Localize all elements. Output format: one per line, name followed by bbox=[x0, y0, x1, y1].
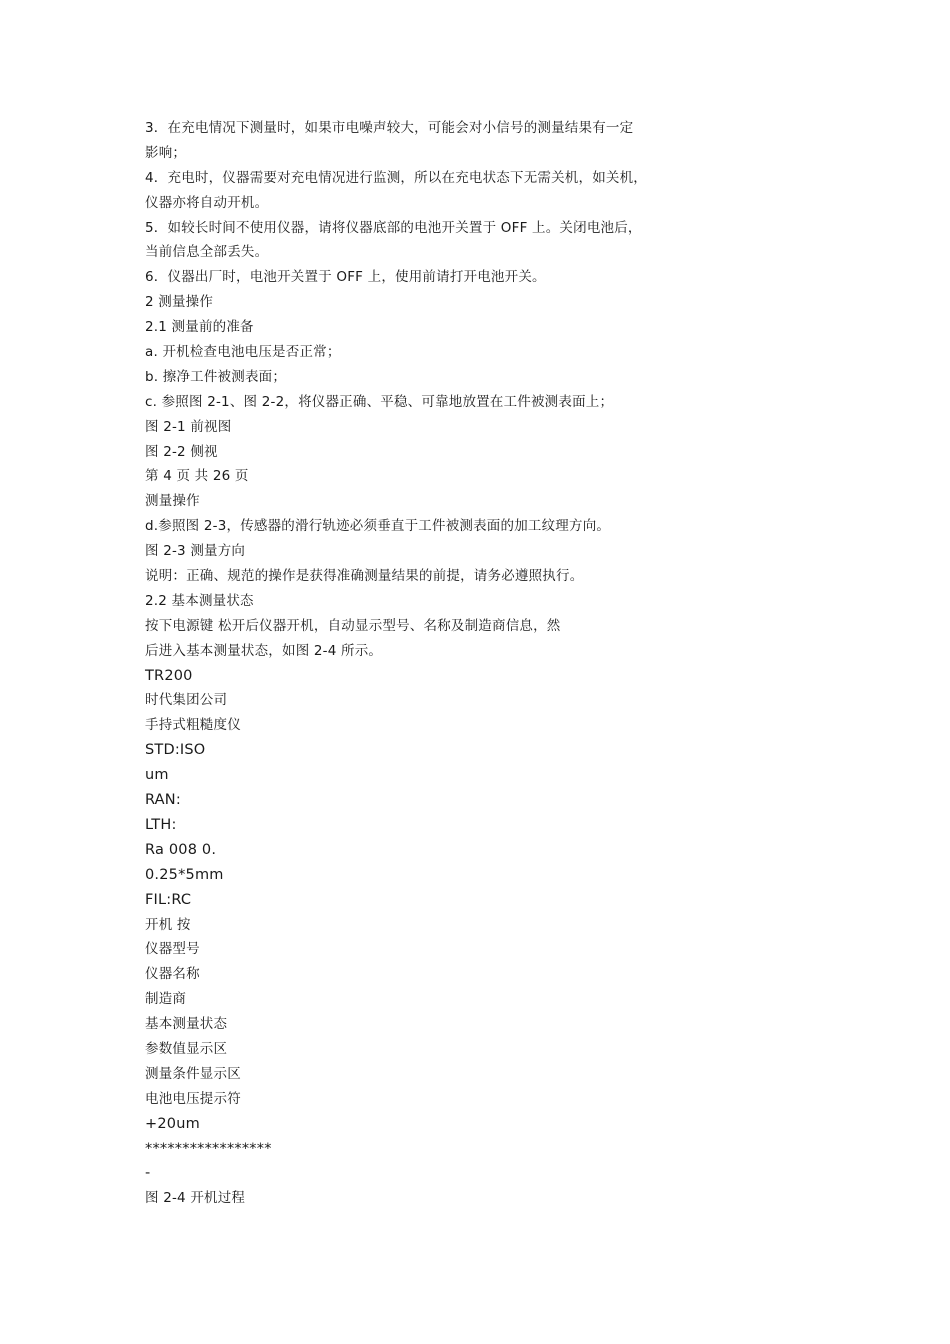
text-line: 5．如较长时间不使用仪器，请将仪器底部的电池开关置于 OFF 上。关闭电池后， bbox=[145, 219, 642, 236]
text-line: 仪器亦将自动开机。 bbox=[145, 194, 269, 211]
text-line: 2.2 基本测量状态 bbox=[145, 592, 254, 609]
text-line: - bbox=[145, 1165, 151, 1182]
text-line: 后进入基本测量状态，如图 2-4 所示。 bbox=[145, 642, 383, 659]
text-line: 按下电源键 松开后仪器开机，自动显示型号、名称及制造商信息，然 bbox=[145, 617, 561, 634]
text-line: 制造商 bbox=[145, 991, 187, 1008]
text-line: 影响； bbox=[145, 144, 187, 161]
text-line: 开机 按 bbox=[145, 916, 191, 933]
text-line: 图 2-2 侧视 bbox=[145, 443, 218, 460]
text-line: 第 4 页 共 26 页 bbox=[145, 468, 249, 485]
text-line: b. 擦净工件被测表面； bbox=[145, 368, 287, 385]
text-line: 0.25*5mm bbox=[145, 866, 224, 883]
text-line: 参数值显示区 bbox=[145, 1040, 228, 1057]
text-line: 图 2-4 开机过程 bbox=[145, 1190, 246, 1207]
text-line: RAN: bbox=[145, 792, 181, 809]
text-line: 3．在充电情况下测量时，如果市电噪声较大，可能会对小信号的测量结果有一定 bbox=[145, 120, 634, 136]
text-line: d.参照图 2-3，传感器的滑行轨迹必须垂直于工件被测表面的加工纹理方向。 bbox=[145, 518, 611, 535]
text-line: 4．充电时，仪器需要对充电情况进行监测，所以在充电状态下无需关机，如关机， bbox=[145, 169, 647, 186]
text-line: 2.1 测量前的准备 bbox=[145, 319, 254, 336]
text-line: 测量操作 bbox=[145, 493, 200, 510]
text-line: 电池电压提示符 bbox=[145, 1090, 241, 1107]
text-line: 测量条件显示区 bbox=[145, 1065, 241, 1082]
document-text-body bbox=[145, 116, 705, 1211]
text-line: 手持式粗糙度仪 bbox=[145, 717, 241, 734]
text-line: 图 2-1 前视图 bbox=[145, 418, 232, 435]
text-line: c. 参照图 2-1、图 2-2，将仪器正确、平稳、可靠地放置在工件被测表面上； bbox=[145, 393, 614, 410]
text-line: 2 测量操作 bbox=[145, 294, 214, 311]
text-line: a. 开机检查电池电压是否正常； bbox=[145, 344, 341, 361]
text-line: 当前信息全部丢失。 bbox=[145, 244, 269, 261]
text-line: +20um bbox=[145, 1115, 200, 1132]
text-line: um bbox=[145, 767, 169, 784]
text-line: 说明：正确、规范的操作是获得准确测量结果的前提，请务必遵照执行。 bbox=[145, 568, 584, 585]
text-line: 基本测量状态 bbox=[145, 1016, 228, 1033]
text-line: ***************** bbox=[145, 1140, 272, 1157]
text-line: 仪器名称 bbox=[145, 966, 200, 983]
text-line: TR200 bbox=[145, 667, 193, 684]
text-line: 图 2-3 测量方向 bbox=[145, 543, 246, 560]
text-line: STD:ISO bbox=[145, 742, 206, 759]
text-line: Ra 008 0. bbox=[145, 841, 217, 858]
text-line: FIL:RC bbox=[145, 891, 192, 908]
text-line: 6．仪器出厂时，电池开关置于 OFF 上，使用前请打开电池开关。 bbox=[145, 269, 546, 286]
text-line: 时代集团公司 bbox=[145, 692, 228, 709]
text-line: LTH: bbox=[145, 816, 177, 833]
text-line: 仪器型号 bbox=[145, 941, 200, 958]
